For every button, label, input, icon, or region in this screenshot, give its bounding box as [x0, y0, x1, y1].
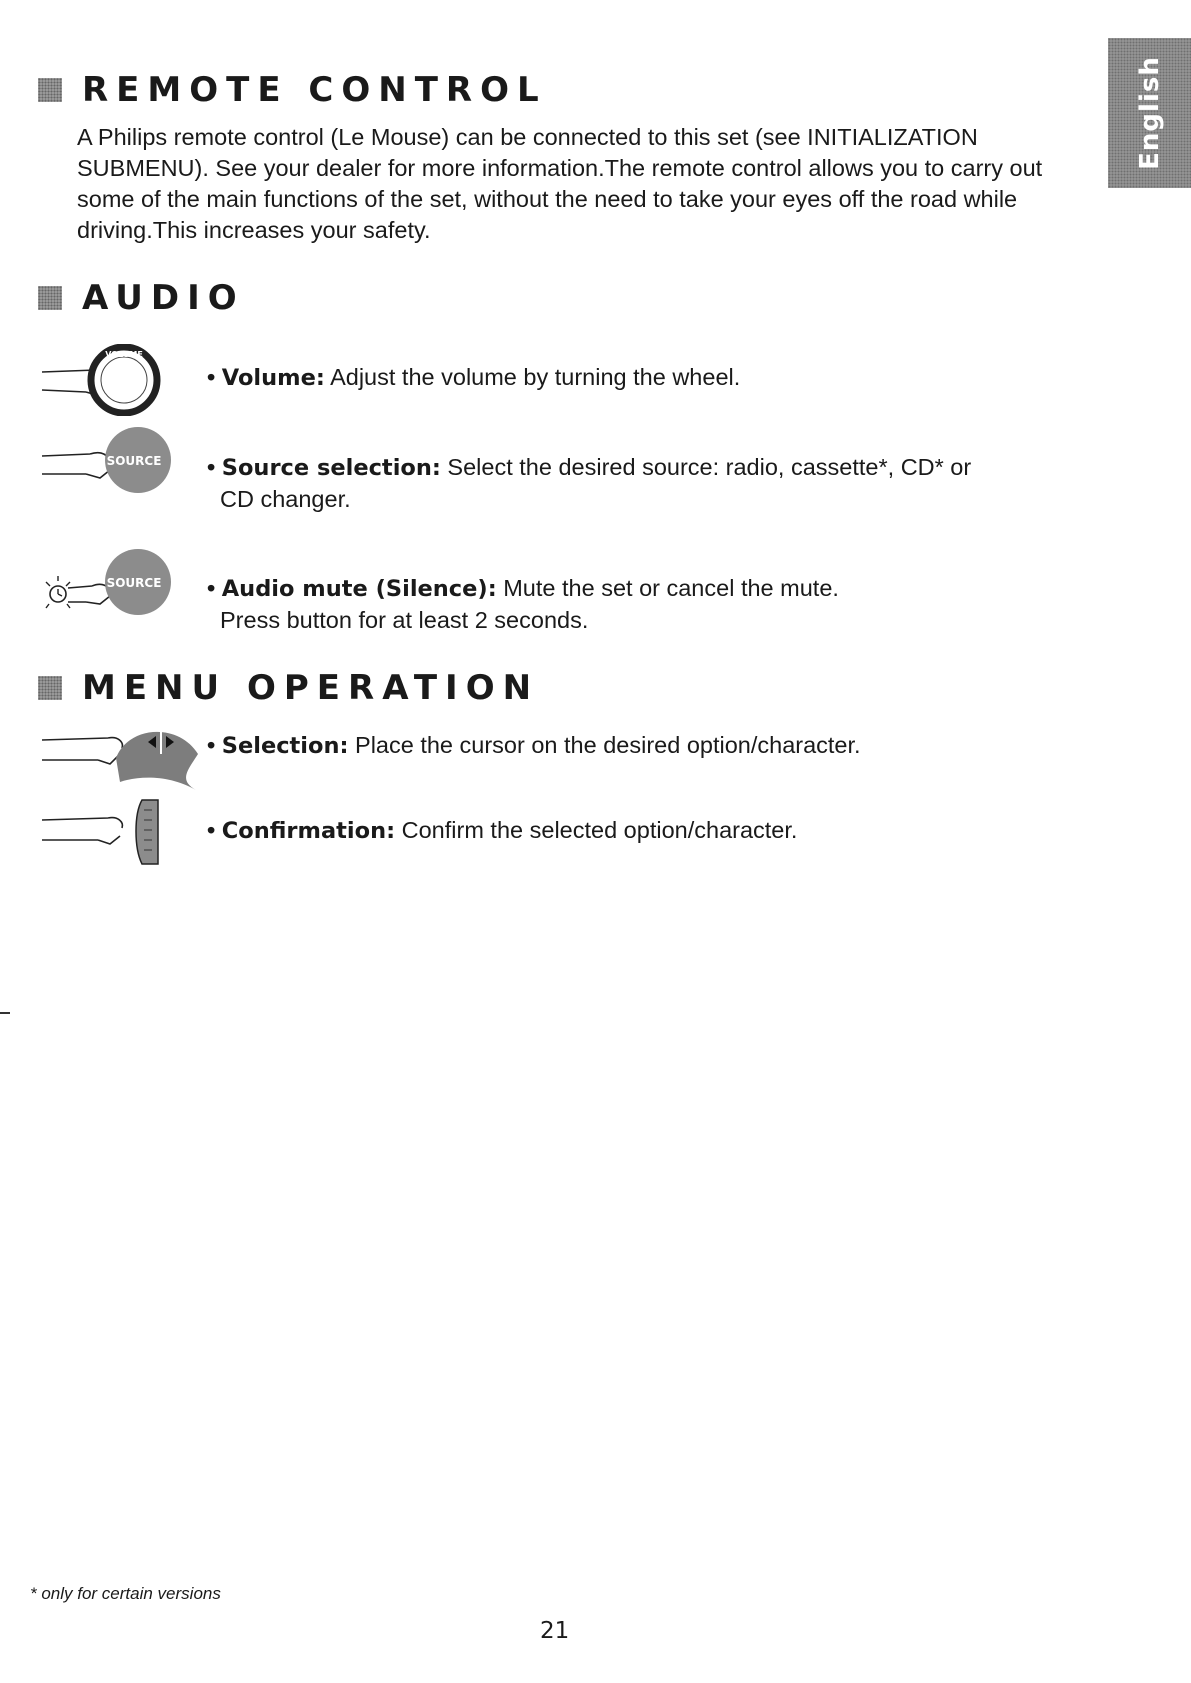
svg-text:SOURCE: SOURCE — [106, 576, 162, 590]
remote-control-heading: REMOTE CONTROL — [38, 70, 547, 110]
audio-item-source-selection: • Source selection: Select the desired source: radio, cassette*, CD* or CD changer. — [207, 454, 972, 512]
menu-item-confirmation: • Confirmation: Confirm the selected option/character. — [207, 817, 798, 844]
audio-heading: AUDIO — [38, 278, 245, 318]
mute-button-illustration — [38, 546, 178, 618]
section-marker-icon — [38, 78, 62, 102]
cursor-arrows-icon — [38, 718, 198, 790]
confirmation-illustration — [38, 796, 178, 868]
source-button-icon — [38, 426, 178, 498]
audio-item-volume: • Volume: Adjust the volume by turning the wheel. — [207, 364, 741, 391]
footnote: * only for certain versions — [30, 1584, 221, 1603]
confirm-wheel-icon — [38, 796, 178, 868]
source-button-illustration — [38, 426, 178, 498]
remote-control-intro: A Philips remote control (Le Mouse) can be connected to this set (see INITIALIZATION SUBMENU). See your dealer for more information.The remote control allows you to carry out some of the main functions of the set, without the need to take your eyes off the road while driving.This increases your safety. — [77, 124, 1043, 243]
menu-operation-heading: MENU OPERATION — [38, 668, 539, 708]
audio-item-mute: • Audio mute (Silence): Mute the set or cancel the mute. Press button for at least 2 seconds. — [207, 575, 839, 633]
menu-item-selection: • Selection: Place the cursor on the desired option/character. — [207, 732, 861, 759]
section-marker-icon — [38, 286, 62, 310]
edge-mark — [0, 1012, 10, 1014]
section-marker-icon — [38, 676, 62, 700]
volume-wheel-illustration — [38, 344, 178, 416]
source-button-hold-icon — [38, 546, 178, 618]
volume-wheel-icon — [38, 344, 178, 416]
svg-text:SOURCE: SOURCE — [106, 454, 162, 468]
svg-text:VOLUME: VOLUME — [105, 350, 143, 359]
language-tab — [1108, 38, 1191, 188]
language-tab-label: English — [1134, 56, 1165, 170]
selection-illustration — [38, 718, 198, 790]
page-number: 21 — [540, 1618, 570, 1644]
